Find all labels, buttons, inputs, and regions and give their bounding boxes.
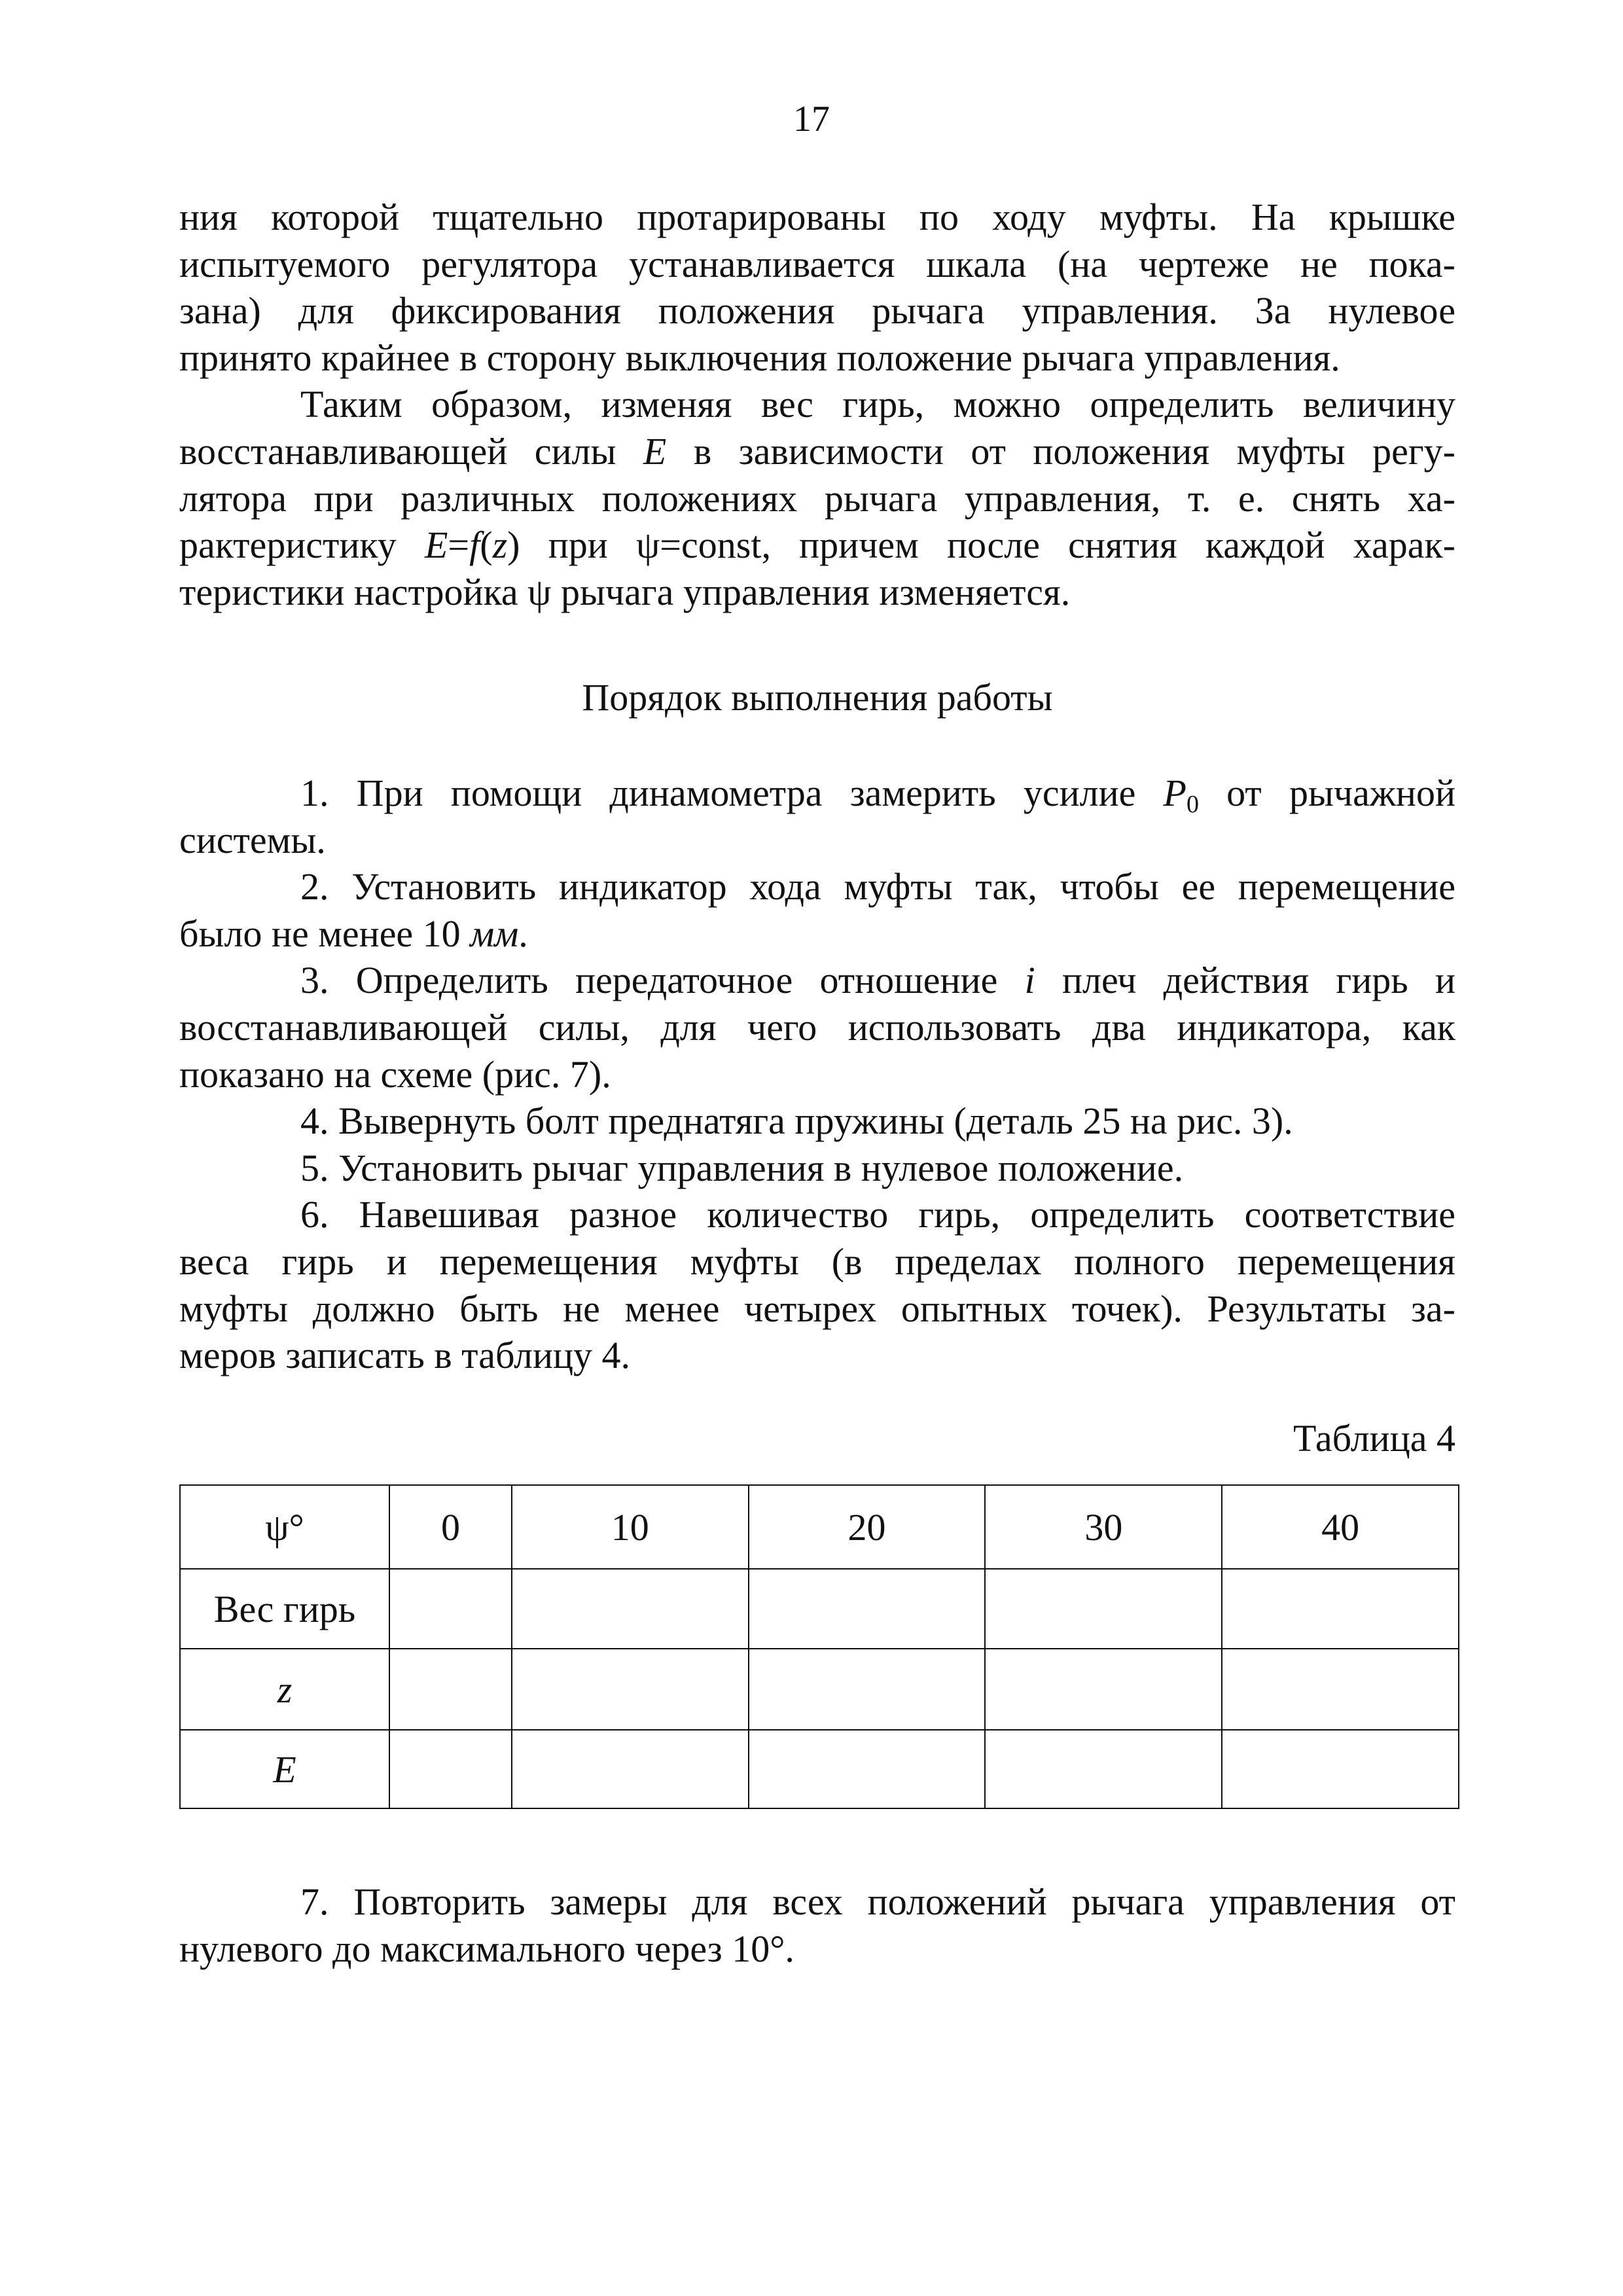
table-row	[180, 1730, 1459, 1808]
header-cell: 40	[1222, 1485, 1459, 1569]
table-cell	[1222, 1649, 1459, 1730]
text-line: ния которой тщательно протарированы по ходу муфты. На крышке	[179, 196, 1455, 238]
table-cell	[512, 1569, 749, 1649]
text-line: Таким образом, изменяя вес гирь, можно определить величину	[300, 383, 1455, 426]
table-row	[180, 1569, 1459, 1649]
closing-step	[179, 1878, 1455, 1972]
formula-E-of-z: E=f(z)	[424, 524, 520, 567]
step-7: 7. Повторить замеры для всех положений рычага управления от	[300, 1880, 1455, 1923]
section-heading: Порядок выполнения работы	[582, 676, 1053, 719]
header-cell: 30	[985, 1485, 1222, 1569]
text-line: зана) для фиксирования положения рычага управления. За нулевое	[179, 289, 1455, 332]
step-3-cont: показано на схеме (рис. 7).	[179, 1052, 611, 1096]
header-cell: 20	[749, 1485, 986, 1569]
table-row	[180, 1649, 1459, 1730]
table-cell	[512, 1730, 749, 1808]
row-label-weight: Вес гирь	[180, 1569, 389, 1649]
variable-E: E	[643, 429, 667, 473]
table-cell	[389, 1730, 512, 1808]
table-cell	[1222, 1569, 1459, 1649]
table-cell	[985, 1649, 1222, 1730]
table-cell	[389, 1649, 512, 1730]
step-6: 6. Навешивая разное количество гирь, определить соответствие	[300, 1193, 1455, 1236]
table-header-row	[180, 1485, 1459, 1569]
table-cell	[749, 1730, 986, 1808]
header-cell-psi: ψ°	[180, 1485, 389, 1569]
table-cell	[985, 1730, 1222, 1808]
step-1-cont: системы.	[179, 818, 326, 861]
table-cell	[749, 1569, 986, 1649]
step-3: 3. Определить передаточное отношение i плеч действия гирь и	[300, 959, 1455, 1002]
data-table	[179, 1484, 1459, 1809]
step-1: 1. При помощи динамометра замерить усилие $P_0$ от рычажной	[300, 772, 1455, 818]
step-3-cont: восстанавливающей силы, для чего использовать два индикатора, как	[179, 1005, 1455, 1049]
table-cell	[389, 1569, 512, 1649]
intro-paragraphs	[179, 194, 1455, 615]
row-label-E: E	[180, 1730, 389, 1808]
text-line: принято крайнее в сторону выключения положение рычага управления.	[179, 336, 1340, 379]
unit-mm: мм	[470, 912, 519, 955]
step-4: 4. Вывернуть болт преднатяга пружины (деталь 25 на рис. 3).	[300, 1100, 1293, 1143]
table-cell	[749, 1649, 986, 1730]
row-label-z: z	[180, 1649, 389, 1730]
procedure-steps	[179, 770, 1455, 1379]
step-6-cont: муфты должно быть не менее четырех опытных точек). Результаты за-	[179, 1287, 1455, 1330]
table-cell	[1222, 1730, 1459, 1808]
variable-P0: $P_0$	[1163, 772, 1199, 818]
page-number: 17	[793, 99, 830, 139]
step-2: 2. Установить индикатор хода муфты так, чтобы ее перемещение	[300, 865, 1455, 908]
variable-i: i	[1024, 959, 1035, 1002]
table-caption: Таблица 4	[1293, 1417, 1455, 1460]
text-line: испытуемого регулятора устанавливается шкала (на чертеже не пока-	[179, 242, 1455, 285]
table-cell	[512, 1649, 749, 1730]
text-line: лятора при различных положениях рычага управления, т. е. снять ха-	[179, 476, 1455, 520]
step-6-cont: меров записать в таблицу 4.	[179, 1334, 631, 1377]
header-cell: 0	[389, 1485, 512, 1569]
step-2-cont: было не менее 10 мм.	[179, 912, 528, 955]
step-6-cont: веса гирь и перемещения муфты (в пределах полного перемещения	[179, 1240, 1455, 1283]
text-line: восстанавливающей силы E в зависимости от положения муфты регу-	[179, 429, 1455, 473]
step-5: 5. Установить рычаг управления в нулевое положение.	[300, 1146, 1184, 1189]
step-7-cont: нулевого до максимального через 10°.	[179, 1927, 794, 1970]
table-cell	[985, 1569, 1222, 1649]
header-cell: 10	[512, 1485, 749, 1569]
text-line: рактеристику E=f(z) при ψ=const, причем после снятия каждой харак-	[179, 524, 1455, 567]
text-line: теристики настройка ψ рычага управления изменяется.	[179, 570, 1071, 613]
